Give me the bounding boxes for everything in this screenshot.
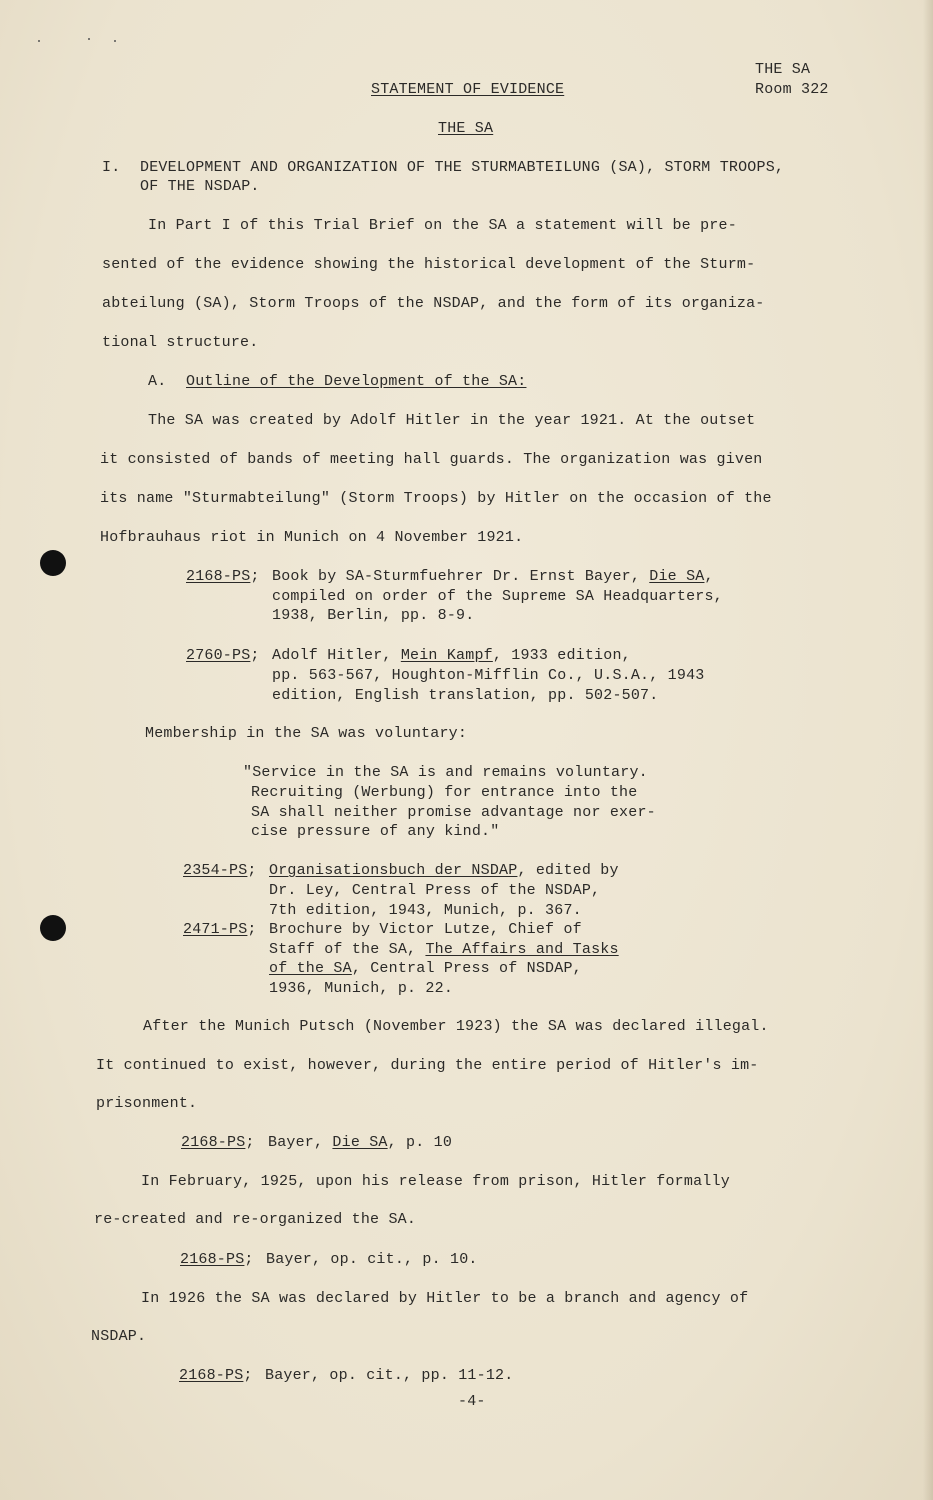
punch-hole [40,915,66,941]
paper-speck [88,38,90,40]
paragraph-line: Hofbrauhaus riot in Munich on 4 November 1921. [100,529,524,546]
paragraph-line: Membership in the SA was voluntary: [145,725,468,742]
citation-text: pp. 563-567, Houghton-Mifflin Co., U.S.A., 1943 [272,667,705,684]
section-heading: OF THE NSDAP. [140,178,260,195]
citation-text: Bayer, op. cit., pp. 11-12. [265,1367,514,1384]
page-edge-shadow [923,0,933,1500]
citation-text: 7th edition, 1943, Munich, p. 367. [269,902,582,919]
citation-ref: 2168-PS; [180,1251,254,1268]
paragraph-line: tional structure. [102,334,259,351]
citation-text: Bayer, Die SA, p. 10 [268,1134,453,1151]
paper-speck [114,40,116,42]
citation-text: edition, English translation, pp. 502-507. [272,687,659,704]
citation-text: compiled on order of the Supreme SA Headquarters, [272,588,723,605]
citation-text: Dr. Ley, Central Press of the NSDAP, [269,882,601,899]
citation-text: 1938, Berlin, pp. 8-9. [272,607,475,624]
citation-ref: 2354-PS; [183,862,257,879]
citation-ref: 2168-PS; [186,568,260,585]
paragraph-line: it consisted of bands of meeting hall guards. The organization was given [100,451,763,468]
quote-line: cise pressure of any kind." [251,823,500,840]
paragraph-line: its name "Sturmabteilung" (Storm Troops) by Hitler on the occasion of the [100,490,772,507]
paragraph-line: re-created and re-organized the SA. [94,1211,417,1228]
citation-text: Bayer, op. cit., p. 10. [266,1251,478,1268]
header-label: THE SA [755,61,811,78]
subsection-title: Outline of the Development of the SA: [186,373,527,390]
subsection-letter: A. [148,373,167,390]
paragraph-line: In Part I of this Trial Brief on the SA a statement will be pre- [148,217,737,234]
citation-text: Organisationsbuch der NSDAP, edited by [269,862,619,879]
paragraph-line: sented of the evidence showing the historical development of the Sturm- [102,256,756,273]
citation-text: Brochure by Victor Lutze, Chief of [269,921,582,938]
paragraph-line: In 1926 the SA was declared by Hitler to be a branch and agency of [141,1290,749,1307]
quote-line: SA shall neither promise advantage nor exer- [251,804,656,821]
document-subtitle: THE SA [438,120,494,137]
paragraph-line: It continued to exist, however, during the entire period of Hitler's im- [96,1057,759,1074]
citation-ref: 2168-PS; [179,1367,253,1384]
paragraph-line: prisonment. [96,1095,198,1112]
citation-ref: 2471-PS; [183,921,257,938]
page-number: -4- [458,1393,486,1410]
citation-text: 1936, Munich, p. 22. [269,980,454,997]
document-title: STATEMENT OF EVIDENCE [371,81,565,98]
section-heading: DEVELOPMENT AND ORGANIZATION OF THE STURMABTEILUNG (SA), STORM TROOPS, [140,159,785,176]
section-number: I. [102,159,121,176]
citation-ref: 2168-PS; [181,1134,255,1151]
citation-text: Staff of the SA, The Affairs and Tasks [269,941,619,958]
punch-hole [40,550,66,576]
paragraph-line: After the Munich Putsch (November 1923) the SA was declared illegal. [143,1018,769,1035]
paragraph-line: NSDAP. [91,1328,147,1345]
citation-text: Book by SA-Sturmfuehrer Dr. Ernst Bayer, Die SA, [272,568,714,585]
quote-line: "Service in the SA is and remains voluntary. [243,764,648,781]
citation-text: Adolf Hitler, Mein Kampf, 1933 edition, [272,647,631,664]
citation-text: of the SA, Central Press of NSDAP, [269,960,582,977]
paragraph-line: abteilung (SA), Storm Troops of the NSDAP, and the form of its organiza- [102,295,765,312]
paragraph-line: In February, 1925, upon his release from prison, Hitler formally [141,1173,730,1190]
header-room: Room 322 [755,81,829,98]
quote-line: Recruiting (Werbung) for entrance into the [251,784,638,801]
citation-ref: 2760-PS; [186,647,260,664]
paragraph-line: The SA was created by Adolf Hitler in the year 1921. At the outset [148,412,756,429]
paper-speck [38,40,40,42]
